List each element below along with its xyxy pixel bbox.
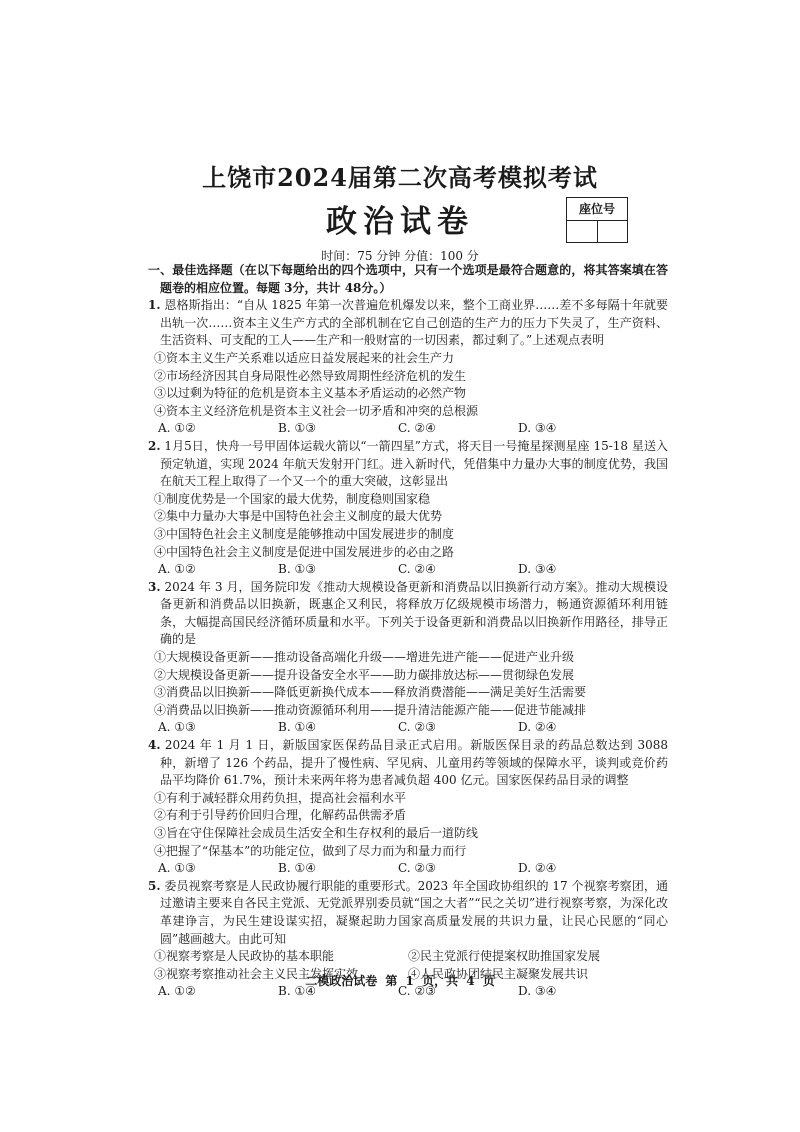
choice-c: C. ②③ [398,984,436,999]
option: ④资本主义经济危机是资本主义社会一切矛盾和冲突的总根源 [154,403,479,418]
question-number: 4. [148,738,161,753]
option: ②市场经济因其自身局限性必然导致周期性经济危机的发生 [154,368,467,383]
option: ④消费品以旧换新——推动资源循环利用——提升清洁能源产能——促进节能减排 [154,702,587,717]
option: ③视察考察推动社会主义民主发挥实效 [154,966,359,981]
choice-a: A. ①② [158,421,196,436]
exam-body [148,262,668,1001]
seat-cell-left [567,221,598,243]
choice-d: D. ③④ [518,984,557,999]
page-footer: 二模政治试卷 第 1 页，共 4 页 [305,974,495,988]
choice-a: A. ①② [158,562,196,577]
question-number: 3. [148,579,161,594]
question-number: 2. [148,438,161,453]
option: ①制度优势是一个国家的最大优势，制度稳则国家稳 [154,491,431,506]
section-heading: 一、最佳选择题（在以下每题给出的四个选项中，只有一个选项是最符合题意的，将其答案填在答题卷的相应位置。每题 3分，共计 48分。） [148,263,668,295]
choice-d: D. ②④ [518,861,557,876]
seat-number-box [566,197,628,243]
choice-d: D. ②④ [518,720,557,735]
seat-cell-right [598,221,628,243]
choice-c: C. ②③ [398,861,436,876]
option: ②民主党派行使提案权助推国家发展 [408,949,601,964]
option: ②有利于引导药价回归合理，化解药品供需矛盾 [154,808,407,823]
option: ④把握了“保基本”的功能定位，做到了尽力而为和量力而行 [154,843,467,858]
question-1 [148,297,668,438]
option: ①视察考察是人民政协的基本职能 [154,949,335,964]
question-3 [148,579,668,737]
option: ②大规模设备更新——提升设备安全水平——助力碳排放达标——贯彻绿色发展 [154,667,575,682]
question-2 [148,438,668,579]
choice-b: B. ①④ [278,720,316,735]
question-stem: 恩格斯指出：“自从 1825 年第一次普遍危机爆发以来，整个工商业界……差不多每隔十年就要出轨一次……资本主义生产方式的全部机制在它自己创造的生产力的压力下失灵了，生产资料、生活资料、可支配的工人——生产和一般财富的一切因素，都过剩了。”上述观点表明 [160,298,668,348]
question-stem: 2024 年 3 月，国务院印发《推动大规模设备更新和消费品以旧换新行动方案》。推动大规模设备更新和消费品以旧换新，既惠企又利民，将释放万亿级规模市场潜力，畅通资源循环利用链条，大幅提高国民经济循环质量和水平。下列关于设备更新和消费品以旧换新作用路径，排导正确的是 [160,579,668,647]
choice-d: D. ③④ [518,562,557,577]
option: ③以过剩为特征的危机是资本主义基本矛盾运动的必然产物 [154,386,467,401]
choice-a: A. ①③ [158,861,196,876]
choice-c: C. ②④ [398,562,436,577]
choice-b: B. ①④ [278,861,316,876]
question-stem: 1月5日，快舟一号甲固体运载火箭以“一箭四星”方式，将天目一号掩星探测星座 15-18 星送入预定轨道，实现 2024 年航天发射开门红。进入新时代，凭借集中力量办大事的制度优势，我国在航天工程上取得了一个又一个的重大突破，这彰显出 [160,438,668,489]
option: ④人民政协团结民主凝聚发展共识 [408,966,589,981]
choice-b: B. ①③ [278,562,316,577]
exam-title: 上饶市2024届第二次高考模拟考试 [202,163,598,192]
question-4 [148,737,668,878]
option: ①有利于减轻群众用药负担，提高社会福利水平 [154,790,407,805]
question-stem: 委员视察考察是人民政协履行职能的重要形式。2023 年全国政协组织的 17 个视察考察团，通过邀请主要来自各民主党派、无党派界别委员就“国之大者”“民之关切”进行视察考察，为深化改革建诤言，为民生建设谋实招，凝聚起助力国家高质量发展的共识力量，让民心民愿的“同心圆”越画越大。由此可知 [160,878,668,946]
choice-b: B. ①④ [278,984,316,999]
choice-d: D. ③④ [518,421,557,436]
option: ①大规模设备更新——推动设备高端化升级——增进先进产能——促进产业升级 [154,650,575,665]
seat-number-label: 座位号 [567,198,627,221]
choice-a: A. ①③ [158,720,196,735]
choice-c: C. ②③ [398,720,436,735]
question-stem: 2024 年 1 月 1 日，新版国家医保药品目录正式启用。新版医保目录的药品总数达到 3088 种，新增了 126 个药品，提升了慢性病、罕见病、儿童用药等领域的保障水平，谈判或竞价药品平均降价 61.7%，预计未来两年将为患者减负超 400 亿元。国家医保药品目录的调整 [160,738,668,788]
question-number: 5. [148,878,161,893]
option: ③旨在守住保障社会成员生活安全和生存权利的最后一道防线 [154,826,479,840]
question-number: 1. [148,298,161,313]
option: ①资本主义生产关系难以适应日益发展起来的社会生产力 [154,350,455,365]
option: ④中国特色社会主义制度是促进中国发展进步的必由之路 [154,544,455,559]
choice-b: B. ①③ [278,421,316,436]
subject-title: 政治试卷 [326,204,474,240]
option: ③消费品以旧换新——降低更新换代成本——释放消费潜能——满足美好生活需要 [154,685,587,700]
option: ②集中力量办大事是中国特色社会主义制度的最大优势 [154,509,443,524]
choice-c: C. ②④ [398,421,436,436]
choice-a: A. ①② [158,984,196,999]
exam-meta: 时间：75 分钟 分值：100 分 [321,249,479,263]
option: ③中国特色社会主义制度是能够推动中国发展进步的制度 [154,526,455,541]
